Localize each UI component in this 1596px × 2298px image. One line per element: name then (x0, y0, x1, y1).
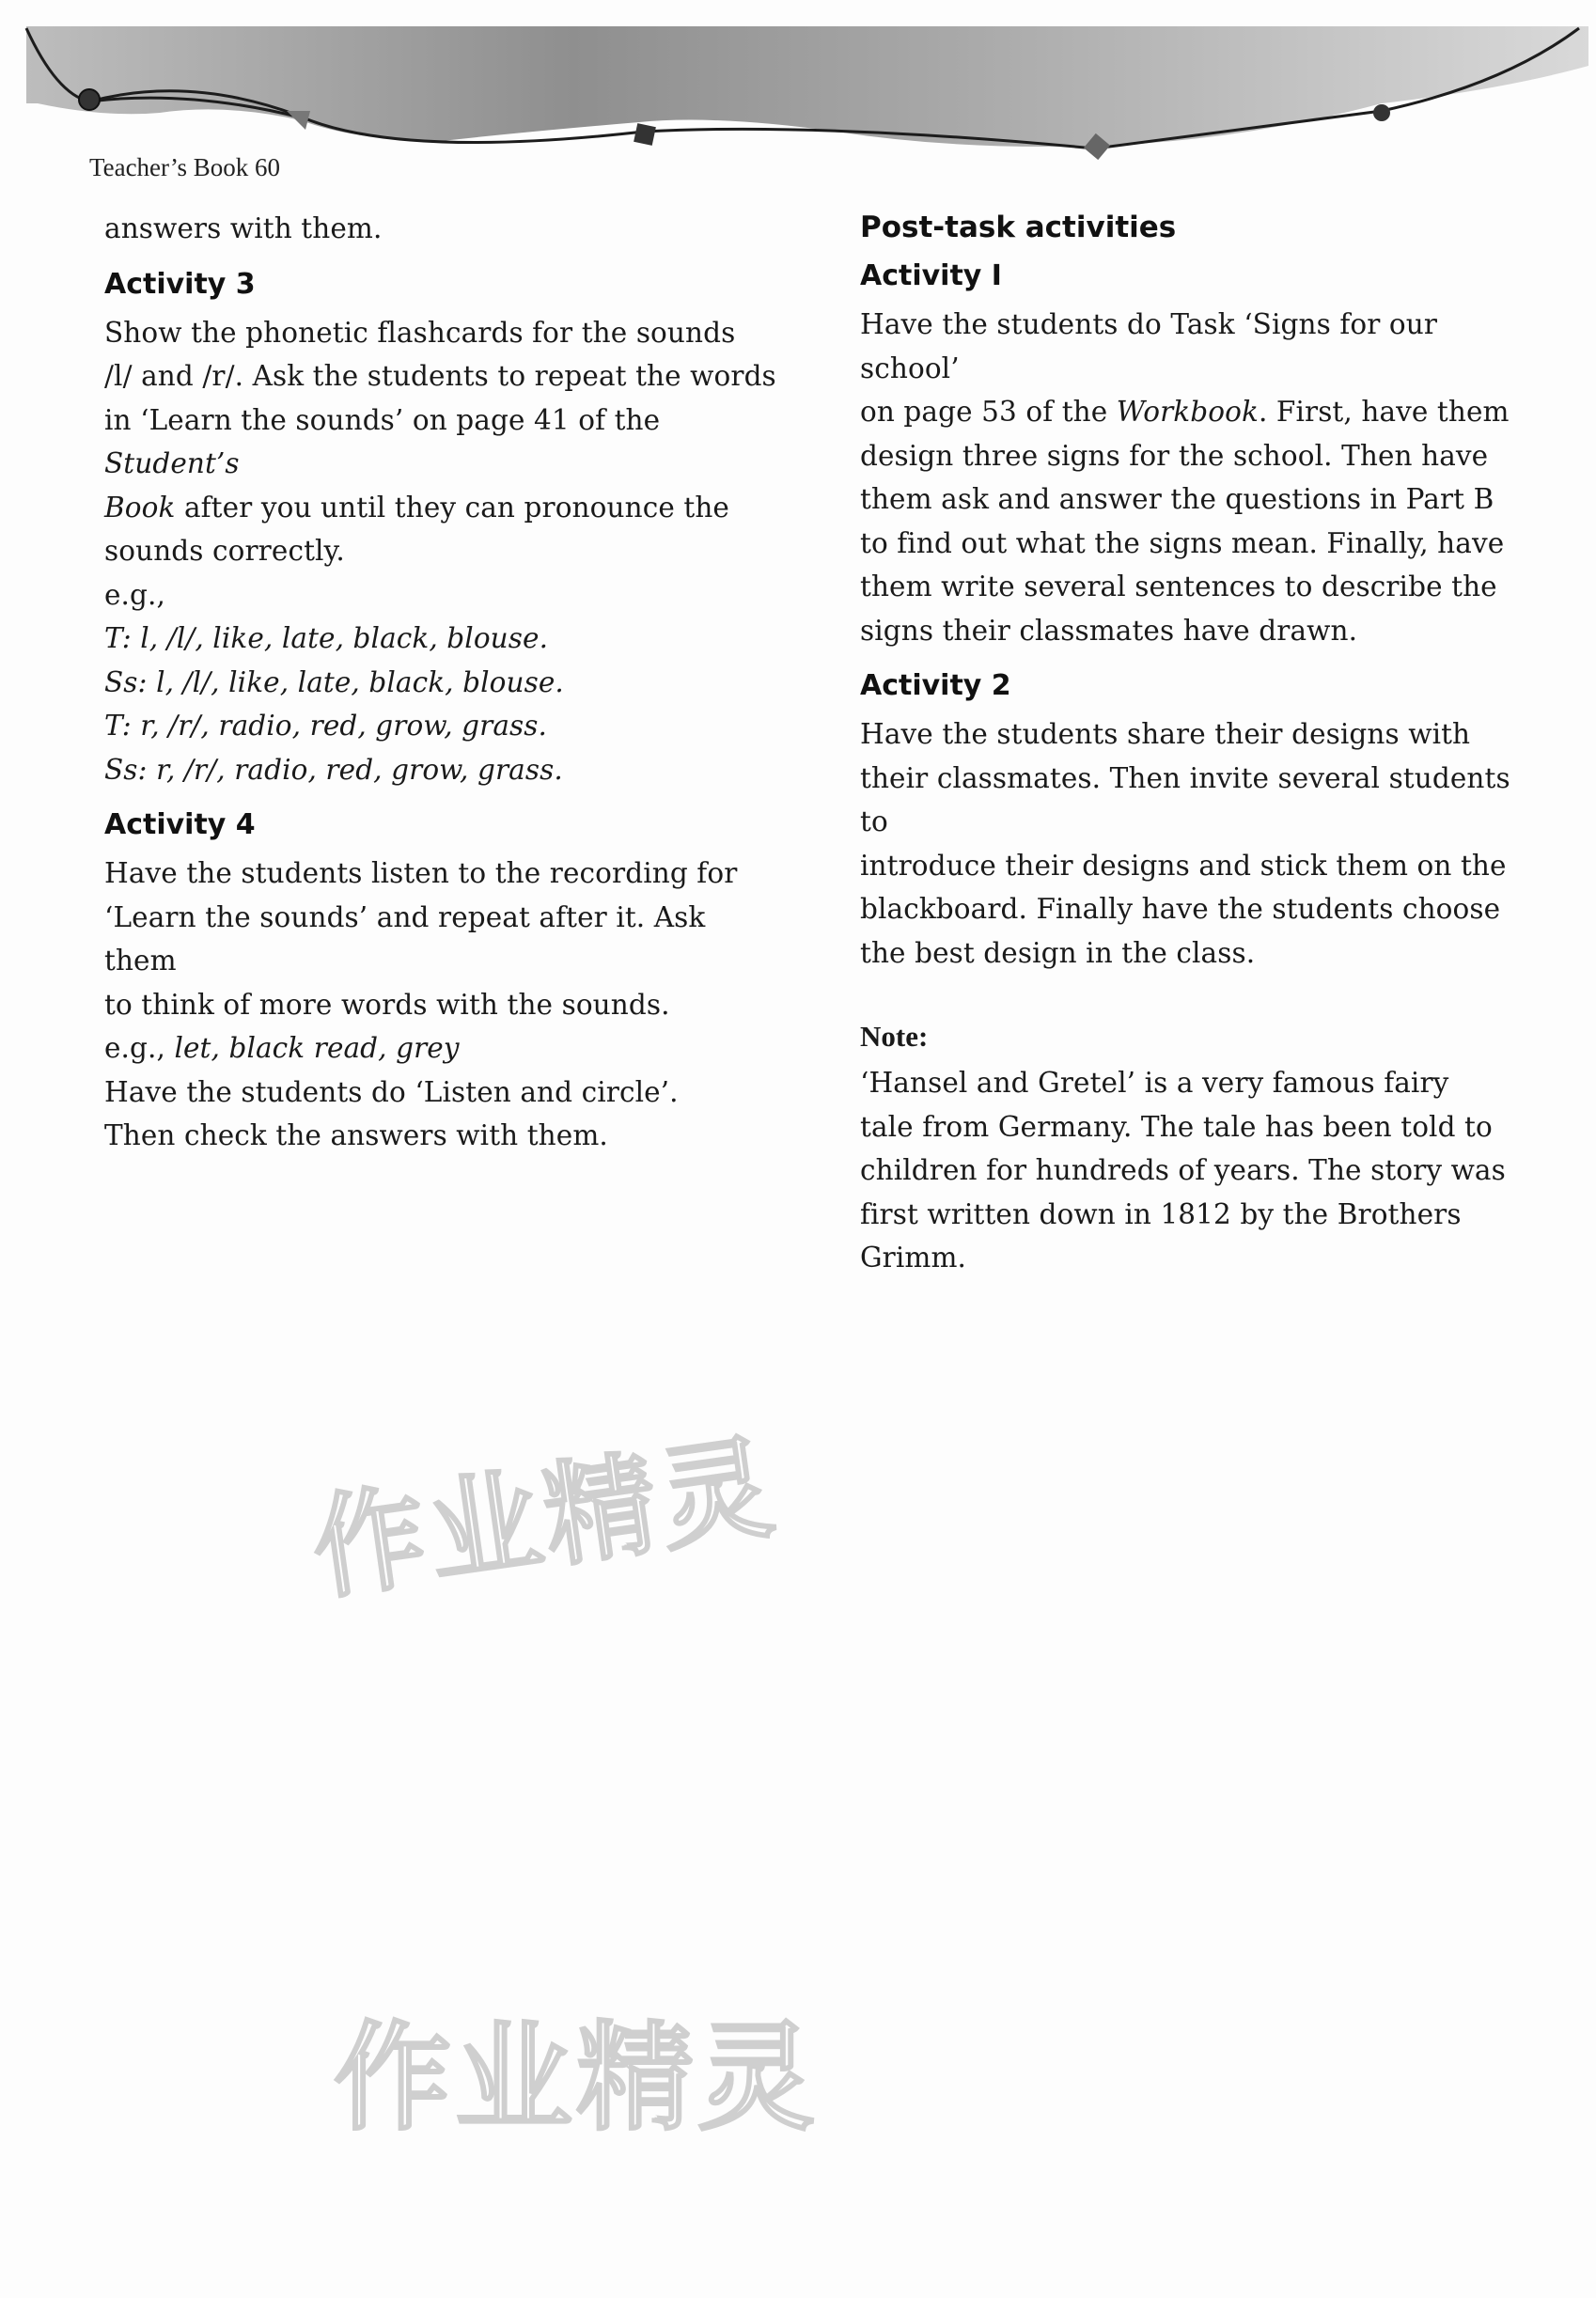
page-header: Teacher’s Book 60 (89, 153, 281, 181)
activity-3-heading: Activity 3 (104, 267, 256, 301)
activity-2-line: Have the students share their designs with (860, 718, 1471, 750)
activity-1-line: them ask and answer the questions in Part B (860, 483, 1494, 515)
continuation-text: answers with them. (104, 212, 383, 244)
activity-2-line: their classmates. Then invite several students to (860, 761, 1510, 837)
activity-4-heading: Activity 4 (104, 808, 256, 841)
post-task-heading: Post-task activities (860, 211, 1177, 244)
watermark: 作业精灵 (305, 1422, 785, 1617)
right-column (860, 207, 1537, 1280)
activity-1-line: them write several sentences to describe the (860, 571, 1497, 602)
example-line: T: r, /r/, radio, red, grow, grass. (104, 710, 547, 742)
note-line: Grimm. (860, 1242, 967, 1274)
activity-3-line: sounds correctly. (104, 535, 345, 567)
note-line: first written down in 1812 by the Brothers (860, 1197, 1462, 1230)
activity-2-heading: Activity 2 (860, 669, 1011, 702)
example-line: Ss: r, /r/, radio, red, grow, grass. (104, 753, 563, 786)
example-line: Ss: l, /l/, like, late, black, blouse. (104, 665, 564, 698)
activity-1-line: to find out what the signs mean. Finally, have (860, 526, 1505, 559)
activity-4-line: Have the students listen to the recording for (104, 857, 738, 889)
activity-4-line: ‘Learn the sounds’ and repeat after it. Ask them (104, 900, 706, 977)
activity-1-line: on page 53 of the Workbook. First, have them (860, 396, 1510, 428)
example-line: T: l, /l/, like, late, black, blouse. (104, 622, 549, 654)
activity-4-line: to think of more words with the sounds. (104, 988, 670, 1021)
activity-3-line: in ‘Learn the sounds’ on page 41 of the Student’s (104, 403, 661, 479)
activity-1-heading: Activity I (860, 259, 1002, 292)
activity-3-line: Show the phonetic flashcards for the sounds (104, 316, 736, 349)
activity-3-line: Book after you until they can pronounce the (104, 491, 729, 524)
note-heading: Note: (860, 1020, 929, 1053)
example-label: e.g., (104, 578, 165, 611)
activity-2-line: introduce their designs and stick them on the (860, 849, 1507, 882)
activity-1-line: Have the students do Task ‘Signs for our school’ (860, 308, 1438, 384)
left-column (104, 207, 781, 1158)
activity-1-line: design three signs for the school. Then have (860, 439, 1489, 472)
note-line: children for hundreds of years. The story was (860, 1154, 1506, 1186)
activity-4-line: Then check the answers with them. (104, 1119, 608, 1151)
activity-3-line: /l/ and /r/. Ask the students to repeat the words (104, 360, 776, 392)
activity-1-line: signs their classmates have drawn. (860, 614, 1358, 647)
note-line: ‘Hansel and Gretel’ is a very famous fairy (860, 1067, 1449, 1099)
watermark: 作业精灵 (334, 2010, 819, 2147)
activity-2-line: blackboard. Finally have the students choose (860, 893, 1501, 925)
activity-4-line: e.g., let, black read, grey (104, 1032, 460, 1064)
activity-4-line: Have the students do ‘Listen and circle’. (104, 1075, 679, 1108)
note-line: tale from Germany. The tale has been told to (860, 1110, 1493, 1143)
header-banner (0, 0, 1596, 160)
activity-2-line: the best design in the class. (860, 936, 1256, 969)
